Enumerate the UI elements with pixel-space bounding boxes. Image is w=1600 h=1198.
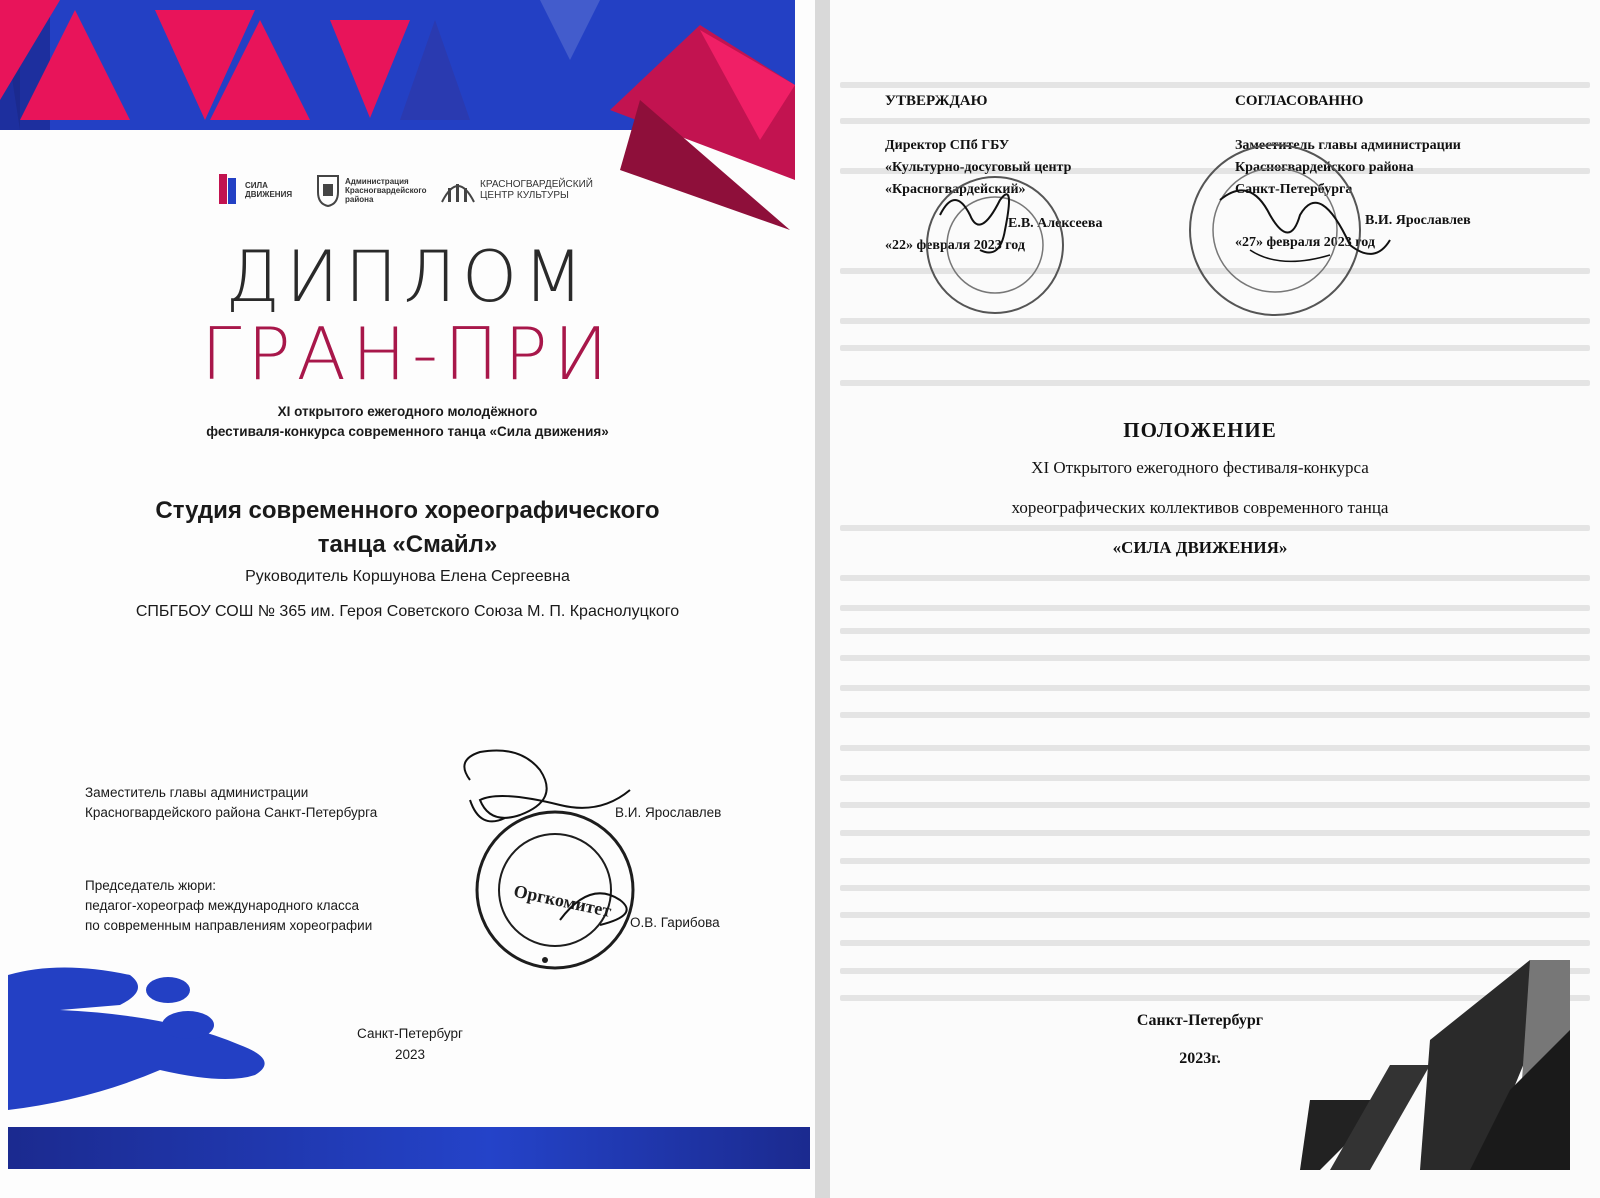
logo1-text: СИЛА ДВИЖЕНИЯ xyxy=(245,181,293,199)
studio-line-2: танца «Смайл» xyxy=(317,531,498,558)
bleed-line xyxy=(840,82,1590,88)
blue-dot-1 xyxy=(146,977,190,1003)
approve-right-date: «27» февраля 2023 год xyxy=(1235,235,1375,250)
approve-left-body xyxy=(885,135,1145,201)
signer1-line-1: Заместитель главы администрации xyxy=(85,785,309,800)
logo-culture-center xyxy=(440,172,593,208)
diploma-city: Санкт-Петербург xyxy=(357,1026,463,1041)
logo-mark-icon xyxy=(215,172,241,208)
bleed-line xyxy=(840,575,1590,581)
bleed-line xyxy=(840,318,1590,324)
bleed-line xyxy=(840,712,1590,718)
bleed-line xyxy=(840,802,1590,808)
approve-right-line-1: Заместитель главы администрации xyxy=(1235,138,1461,153)
stamp-dot-icon xyxy=(542,957,548,963)
signer1-title xyxy=(85,783,377,823)
regulation-city: Санкт-Петербург xyxy=(1136,1012,1264,1029)
signer2-name: О.В. Гарибова xyxy=(630,915,720,930)
culture-center-icon xyxy=(440,172,476,208)
bleed-line xyxy=(840,118,1590,124)
org-stamp-inner xyxy=(499,834,614,946)
approve-left-line-2: «Культурно-досуговый центр xyxy=(885,160,1072,175)
diploma-year: 2023 xyxy=(394,1047,426,1062)
signer2-title xyxy=(85,876,372,936)
blue-hand-shape xyxy=(8,968,265,1111)
bleed-line xyxy=(840,628,1590,634)
org-stamp-outer xyxy=(477,812,633,968)
bleed-line xyxy=(840,940,1590,946)
award-title: ГРАН-ПРИ xyxy=(201,312,614,396)
signature-stroke-2 xyxy=(470,800,505,821)
logo2-text: Администрация Красногвардейского района xyxy=(345,176,427,204)
regulation-festival-name: «СИЛА ДВИЖЕНИЯ» xyxy=(1112,538,1288,557)
approve-right-line-2: Красногвардейского района xyxy=(1235,160,1414,175)
bleed-line xyxy=(840,655,1590,661)
regulation-title: ПОЛОЖЕНИЕ xyxy=(1123,418,1277,442)
approve-left-date: «22» февраля 2023 год xyxy=(885,238,1025,253)
approve-left-heading: УТВЕРЖДАЮ xyxy=(885,93,988,109)
bleed-line xyxy=(840,830,1590,836)
approve-right-line-3: Санкт-Петербурга xyxy=(1235,182,1353,197)
logo-administration xyxy=(315,172,427,208)
blue-dot-2 xyxy=(162,1011,214,1039)
diploma-place xyxy=(330,1023,490,1065)
signature-right-2 xyxy=(1250,250,1330,261)
diploma-title: ДИПЛОМ xyxy=(225,236,590,318)
bleed-line xyxy=(840,885,1590,891)
coat-of-arms-icon xyxy=(315,172,341,208)
school-name: СПБГБОУ СОШ № 365 им. Героя Советского Союза М. П. Краснолуцкого xyxy=(135,603,680,620)
partner-logos xyxy=(215,172,605,222)
approve-right-heading: СОГЛАСОВАННО xyxy=(1235,93,1364,109)
approve-left-line-3: «Красногвардейский» xyxy=(885,182,1026,197)
bleed-line xyxy=(840,745,1590,751)
leader-name: Руководитель Коршунова Елена Сергеевна xyxy=(245,568,570,585)
signer1-name: В.И. Ярославлев xyxy=(615,805,722,820)
logo3-text: КРАСНОГВАРДЕЙСКИЙ ЦЕНТР КУЛЬТУРЫ xyxy=(480,179,593,201)
bleed-line xyxy=(840,268,1590,274)
festival-line-1: XI открытого ежегодного молодёжного xyxy=(277,404,538,419)
regulation-subtitle-1: XI Открытого ежегодного фестиваля-конкурса xyxy=(1031,458,1369,477)
regulation-year: 2023г. xyxy=(1179,1050,1221,1067)
bleed-line xyxy=(840,912,1590,918)
signature-stroke-3 xyxy=(560,893,627,925)
bleed-line xyxy=(840,995,1590,1001)
logo-sila-dvizheniya xyxy=(215,172,305,208)
signer1-line-2: Красногвардейского района Санкт-Петербурга xyxy=(85,805,378,820)
approve-left-line-1: Директор СПб ГБУ xyxy=(885,138,1010,153)
black-shape-2 xyxy=(1330,1065,1430,1170)
bleed-line xyxy=(840,858,1590,864)
signer2-line-1: Председатель жюри: xyxy=(85,878,217,893)
bottom-bar xyxy=(8,1127,810,1169)
bleed-line xyxy=(840,685,1590,691)
bleed-line xyxy=(840,345,1590,351)
bleed-line xyxy=(840,775,1590,781)
studio-line-1: Студия современного хореографического xyxy=(155,497,660,524)
approve-left-name: Е.В. Алексеева xyxy=(1008,216,1103,231)
signature-stroke-1 xyxy=(464,750,630,817)
regulation-subtitle-2: хореографических коллективов современного танца xyxy=(1011,498,1389,517)
stamp-center-text: Оргкомитет xyxy=(511,880,614,921)
signer2-line-3: по современным направлениям хореографии xyxy=(85,918,373,933)
bleed-line xyxy=(840,968,1590,974)
recipient-name xyxy=(0,494,815,562)
regulation-sheet xyxy=(830,0,1600,1198)
approve-right-body xyxy=(1235,135,1515,201)
bleed-line xyxy=(840,380,1590,386)
black-shape-1 xyxy=(1300,1100,1390,1170)
festival-name xyxy=(0,402,815,442)
signer2-line-2: педагог-хореограф международного класса xyxy=(85,898,360,913)
bleed-line xyxy=(840,525,1590,531)
bleed-line xyxy=(840,605,1590,611)
grey-shape-1 xyxy=(1520,960,1570,1110)
festival-line-2: фестиваля-конкурса современного танца «Сила движения» xyxy=(206,424,609,439)
approve-right-name: В.И. Ярославлев xyxy=(1365,213,1471,228)
